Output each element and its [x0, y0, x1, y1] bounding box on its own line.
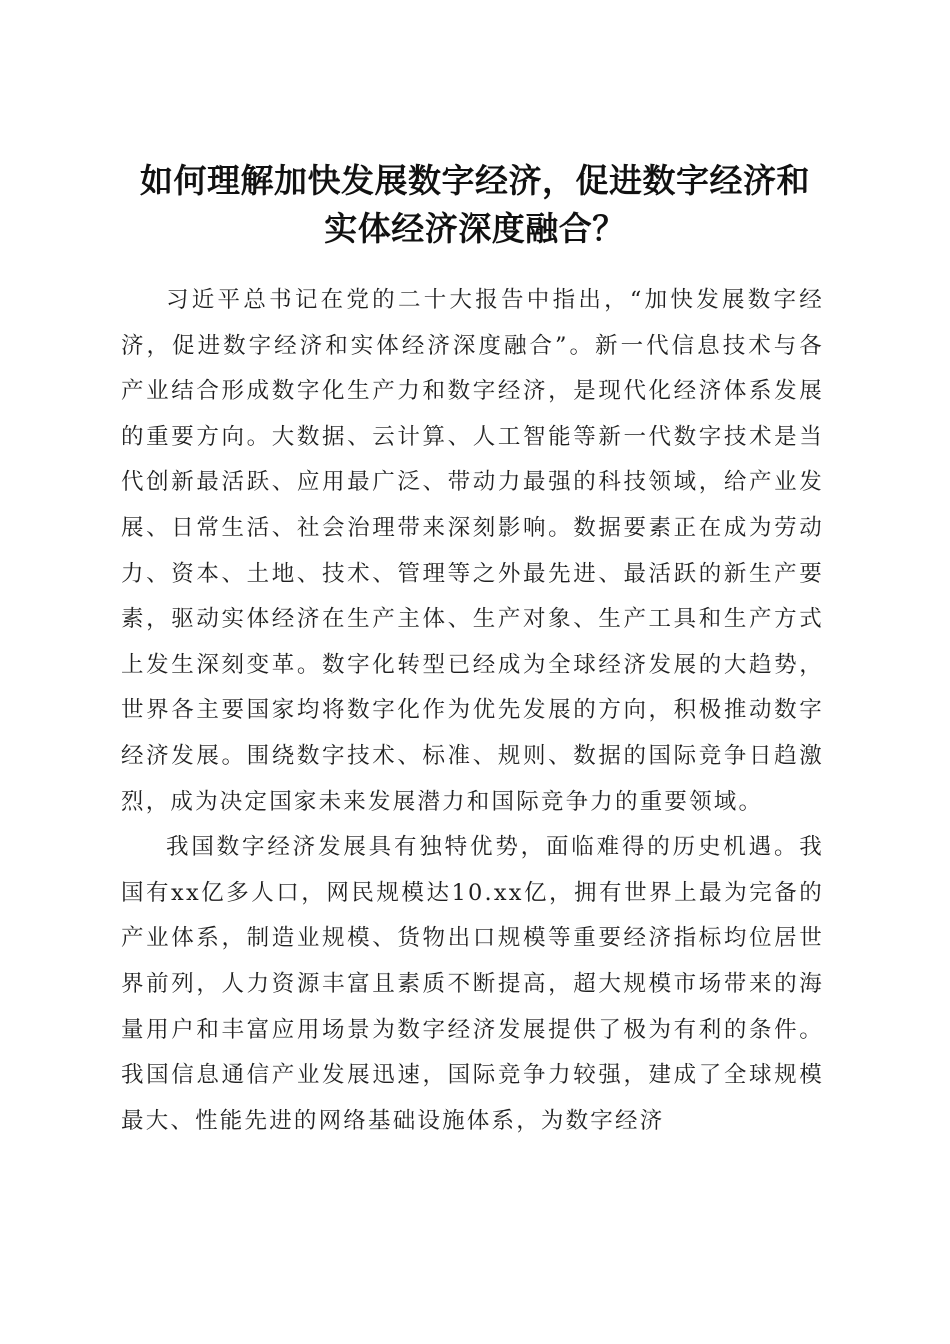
- title-line-2: 实体经济深度融合？: [324, 209, 626, 249]
- document-body: [121, 278, 824, 1144]
- paragraph-2: 我国数字经济发展具有独特优势，面临难得的历史机遇。我国有xx亿多人口，网民规模达10.xx亿，拥有世界上最为完备的产业体系，制造业规模、货物出口规模等重要经济指标均位居世界前列，人力资源丰富且素质不断提高，超大规模市场带来的海量用户和丰富应用场景为数字经济发展提供了极为有利的条件。我国信息通信产业发展迅速，国际竞争力较强，建成了全球规模最大、性能先进的网络基础设施体系，为数字经济: [121, 834, 824, 1134]
- paragraph-1: 习近平总书记在党的二十大报告中指出，“加快发展数字经济，促进数字经济和实体经济深度融合”。新一代信息技术与各产业结合形成数字化生产力和数字经济，是现代化经济体系发展的重要方向。大数据、云计算、人工智能等新一代数字技术是当代创新最活跃、应用最广泛、带动力最强的科技领域，给产业发展、日常生活、社会治理带来深刻影响。数据要素正在成为劳动力、资本、土地、技术、管理等之外最先进、最活跃的新生产要素，驱动实体经济在生产主体、生产对象、生产工具和生产方式上发生深刻变革。数字化转型已经成为全球经济发展的大趋势，世界各主要国家均将数字化作为优先发展的方向，积极推动数字经济发展。围绕数字技术、标准、规则、数据的国际竞争日趋激烈，成为决定国家未来发展潜力和国际竞争力的重要领域。: [121, 287, 824, 815]
- page-title: [110, 157, 840, 253]
- title-line-1: 如何理解加快发展数字经济，促进数字经济和: [140, 161, 810, 201]
